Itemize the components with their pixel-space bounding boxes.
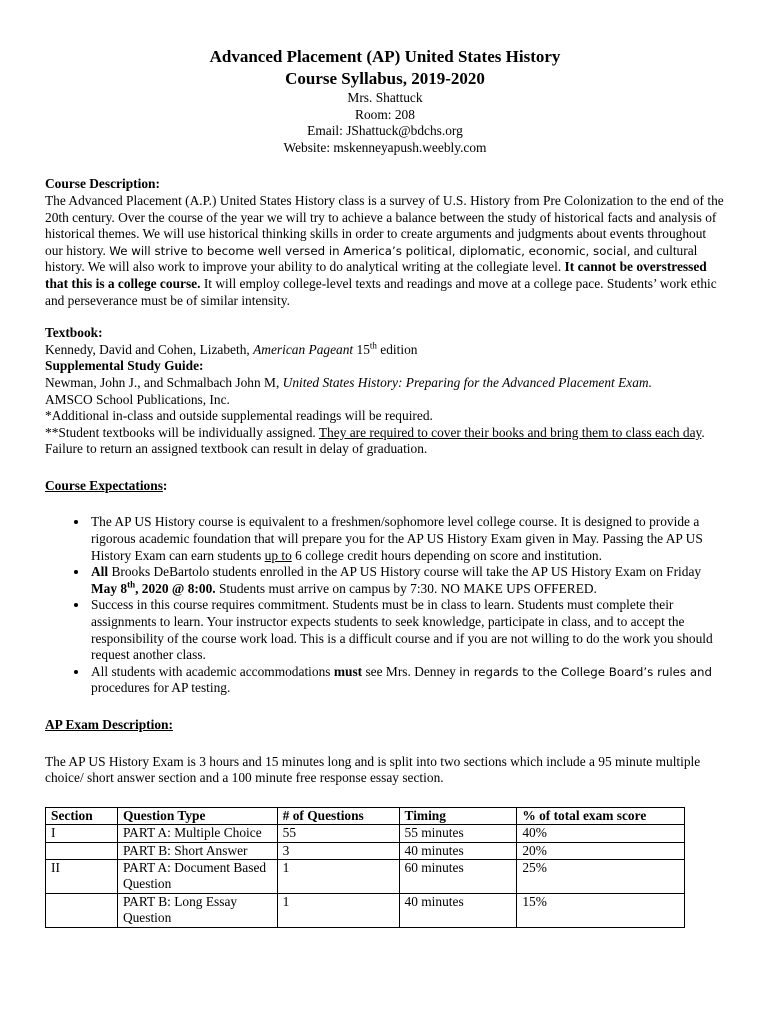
textbook-heading: Textbook:	[45, 325, 103, 341]
study-guide-citation	[45, 375, 725, 392]
expectation-2-date	[91, 581, 216, 596]
website-line: Website: mskenneyapush.weebly.com	[283, 139, 487, 155]
column-header: # of Questions	[277, 807, 399, 824]
expectation-4-part-b: see Mrs. Denney	[362, 663, 460, 679]
section-cell	[46, 893, 118, 927]
table-row	[46, 842, 685, 859]
section-cell: I	[46, 825, 118, 842]
question-count-cell: 3	[277, 842, 399, 859]
section-cell: II	[46, 860, 118, 894]
list-item: • Success in this course requires commitment. Students must be in class to learn. Students must complete their assignments to learn. Your instructor expects students to seek knowledge, participate in class, and to accept the responsibility of the course work load. This is a difficult course and if you are not willing to do the work you should request another class.	[89, 597, 725, 663]
exam-structure-table	[45, 807, 685, 928]
textbook-note-start: **Student textbooks will be individually assigned.	[45, 424, 319, 440]
score-percent-cell: 40%	[517, 825, 685, 842]
readings-note: *Additional in-class and outside supplemental readings will be required.	[45, 408, 433, 424]
expectation-4-part-d: procedures for AP testing.	[91, 680, 231, 696]
expectation-1-emphasis: up to	[264, 547, 292, 563]
course-description-part-1: The Advanced Placement (A.P.) United States History class is a survey of U.S. History from Pre Colonization to the end of the 20th century. Over the course of the year we will try to achieve a balance between the study of historical facts and analysis of historical themes. We will use historical thinking skills in order to create arguments and judgments about events throughout our history.	[45, 192, 724, 258]
table-row	[46, 893, 685, 927]
exam-description-heading	[45, 717, 725, 734]
textbook-title: American Pageant	[253, 341, 354, 357]
textbook-note-requirement: They are required to cover their books and bring them to class each day	[318, 424, 702, 440]
course-expectations-colon: :	[162, 477, 168, 493]
email-line: Email: JShattuck@bdchs.org	[307, 123, 463, 139]
study-guide-authors: Newman, John J., and Schmalbach John M,	[45, 374, 283, 390]
question-count-cell: 1	[277, 893, 399, 927]
expectation-4-must: must	[333, 663, 363, 679]
textbook-edition-number: 15	[353, 341, 370, 357]
textbook-authors: Kennedy, David and Cohen, Lizabeth,	[45, 341, 254, 357]
column-header: Timing	[399, 807, 517, 824]
course-description-heading: Course Description:	[45, 176, 160, 192]
textbook-edition-suffix: th	[369, 340, 377, 351]
expectation-2-all: All	[91, 564, 109, 580]
table-row	[46, 860, 685, 894]
course-expectations-title: Course Expectations	[45, 477, 163, 493]
table-header-row	[46, 807, 685, 824]
course-description-part-2: We will strive to become well versed in America’s political, diplomatic, economic, social,	[109, 243, 631, 258]
course-description-emphasis: It cannot be overstressed that this is a college course.	[45, 259, 707, 291]
score-percent-cell: 20%	[517, 842, 685, 859]
question-type-cell: PART A: Document Based Question	[117, 860, 277, 894]
column-header: % of total exam score	[517, 807, 685, 824]
section-cell	[46, 842, 118, 859]
timing-cell: 60 minutes	[399, 860, 517, 894]
exam-description-title: AP Exam Description:	[45, 717, 173, 732]
timing-cell: 55 minutes	[399, 825, 517, 842]
question-count-cell: 55	[277, 825, 399, 842]
expectation-2-date-suffix: th	[127, 579, 136, 590]
table-row	[46, 825, 685, 842]
study-guide-heading: Supplemental Study Guide:	[45, 358, 204, 374]
timing-cell: 40 minutes	[399, 842, 517, 859]
list-item	[89, 664, 725, 697]
course-description-part-4: It will employ college-level texts and readings and move at a college pace. Students’ work ethic and perseverance must be of similar intensity.	[45, 275, 717, 308]
title-line-2: Course Syllabus, 2019-2020	[285, 69, 485, 88]
expectation-4-part-a: All students with academic accommodations	[91, 663, 334, 679]
column-header: Section	[46, 807, 118, 824]
study-guide-title: United States History: Preparing for the Advanced Placement Exam.	[282, 374, 652, 390]
syllabus-page	[45, 46, 725, 928]
course-description-part-3: and cultural history. We will also work to improve your ability to do analytical writing at the collegiate level.	[45, 242, 698, 275]
expectation-4-part-c: in regards to the College Board’s rules and	[459, 664, 713, 679]
expectation-2-part-b: Students must arrive on campus by 7:30. NO MAKE UPS OFFERED.	[215, 580, 597, 596]
textbook-note	[45, 425, 725, 458]
room-number: Room: 208	[355, 106, 415, 122]
study-guide-publisher: AMSCO School Publications, Inc.	[45, 391, 230, 407]
list-item	[89, 514, 725, 564]
expectations-list	[45, 514, 725, 697]
expectation-2-date-rest: , 2020 @ 8:00.	[135, 580, 216, 596]
question-type-cell: PART B: Short Answer	[117, 842, 277, 859]
textbook-note-end: . Failure to return an assigned textbook can result in delay of graduation.	[45, 424, 705, 457]
score-percent-cell: 25%	[517, 860, 685, 894]
course-description-text	[45, 193, 725, 309]
timing-cell: 40 minutes	[399, 893, 517, 927]
textbook-citation	[45, 342, 725, 359]
expectation-1-part-a: The AP US History course is equivalent to a freshmen/sophomore level college course. It is designed to provide a rigorous academic foundation that will prepare you for the AP US History Exam given in May. Passing the AP US History Exam can earn students	[91, 514, 703, 563]
textbook-edition-label: edition	[376, 341, 418, 357]
score-percent-cell: 15%	[517, 893, 685, 927]
column-header: Question Type	[117, 807, 277, 824]
expectation-1-part-b: 6 college credit hours depending on score and institution.	[291, 547, 602, 563]
teacher-name: Mrs. Shattuck	[347, 90, 423, 105]
list-item	[89, 564, 725, 597]
title-line-1: Advanced Placement (AP) United States History	[209, 47, 561, 66]
expectation-2-part-a: Brooks DeBartolo students enrolled in the AP US History course will take the AP US History Exam on Friday	[108, 564, 702, 580]
question-type-cell: PART A: Multiple Choice	[117, 825, 277, 842]
expectation-2-date-month: May 8	[91, 580, 128, 596]
question-count-cell: 1	[277, 860, 399, 894]
exam-description-text: The AP US History Exam is 3 hours and 15 minutes long and is split into two sections which include a 95 minute multiple choice/ short answer section and a 100 minute free response essay section.	[45, 753, 701, 786]
question-type-cell: PART B: Long Essay Question	[117, 893, 277, 927]
course-expectations-heading	[45, 478, 725, 495]
